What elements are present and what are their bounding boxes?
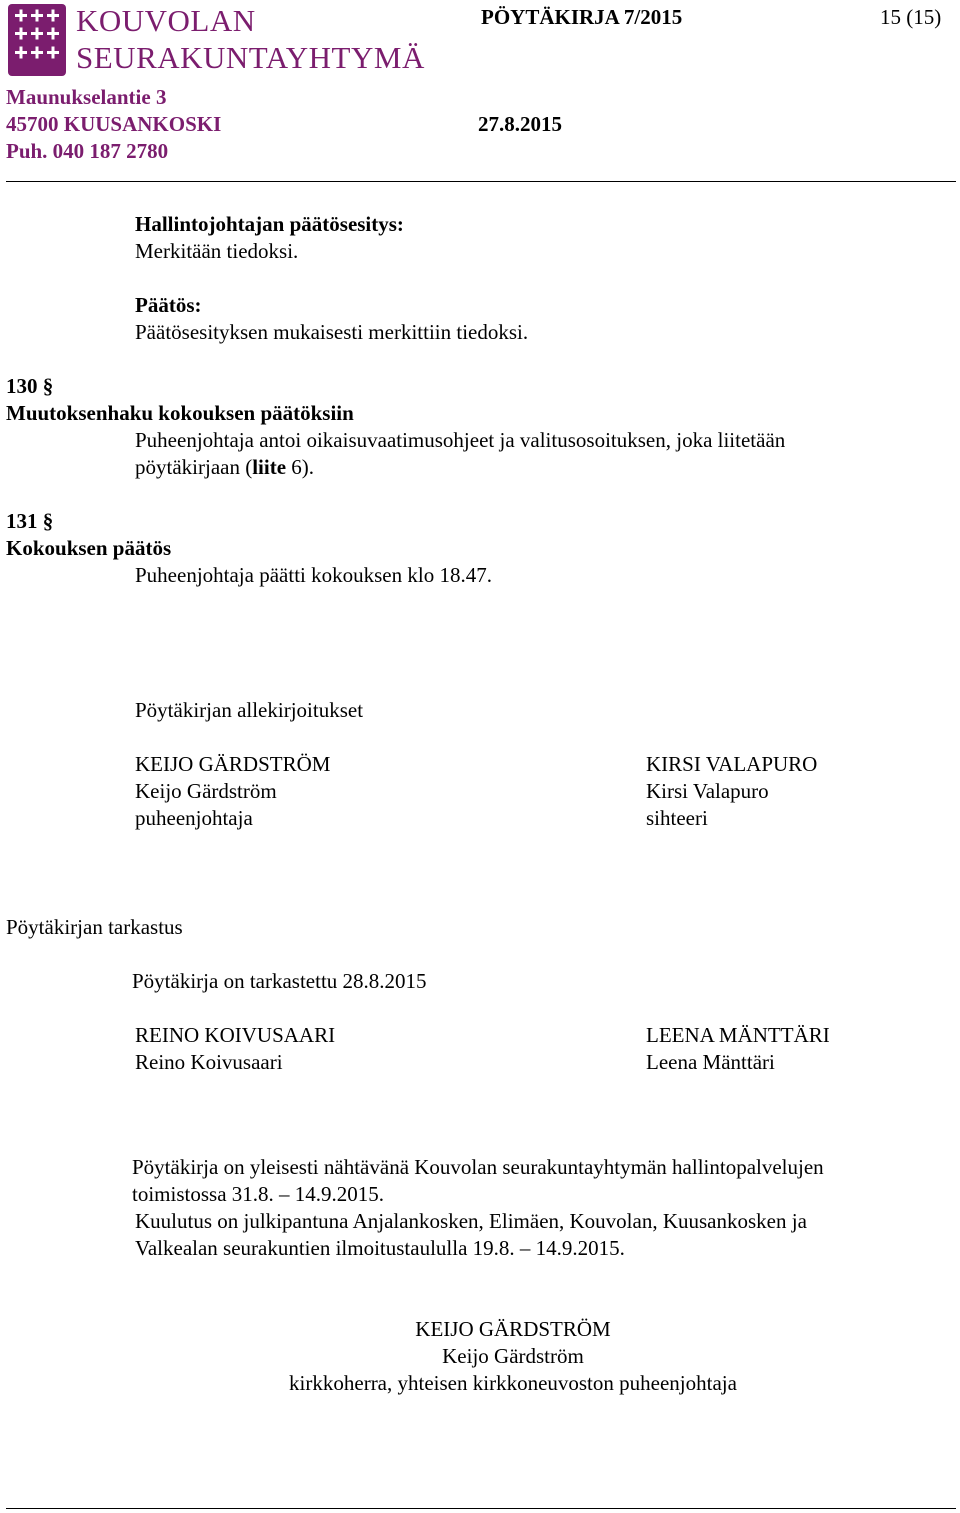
- section-130-line1: Puheenjohtaja antoi oikaisuvaatimusohjeet ja valitusosoituksen, joka liitetään: [135, 428, 786, 452]
- decision-text: Päätösesityksen mukaisesti merkittiin tiedoksi.: [135, 320, 529, 344]
- meeting-date: 27.8.2015: [478, 112, 562, 136]
- proposal-text: Merkitään tiedoksi.: [135, 239, 299, 263]
- section-131-text: Puheenjohtaja päätti kokouksen klo 18.47.: [135, 563, 492, 587]
- final-signer-caps: KEIJO GÄRDSTRÖM: [415, 1317, 611, 1341]
- reviewer-right-caps: LEENA MÄNTTÄRI: [646, 1023, 830, 1047]
- review-checked-text: Pöytäkirja on tarkastettu 28.8.2015: [132, 969, 427, 993]
- notice-line2: toimistossa 31.8. – 14.9.2015.: [132, 1182, 385, 1206]
- signatures-heading: Pöytäkirjan allekirjoitukset: [135, 698, 364, 722]
- reviewer-left-caps: REINO KOIVUSAARI: [135, 1023, 336, 1047]
- footer-rule: [6, 1508, 956, 1509]
- final-signer-role: kirkkoherra, yhteisen kirkkoneuvoston puheenjohtaja: [289, 1371, 737, 1395]
- notice-line4: Valkealan seurakuntien ilmoitustaululla 19.8. – 14.9.2015.: [135, 1236, 625, 1260]
- proposal-heading: Hallintojohtajan päätösesitys:: [135, 212, 404, 236]
- signer-right-name: Kirsi Valapuro: [646, 779, 769, 803]
- decision-heading: Päätös:: [135, 293, 202, 317]
- section-131-number: 131 §: [6, 509, 54, 533]
- section-130-title: Muutoksenhaku kokouksen päätöksiin: [6, 401, 354, 425]
- notice-line3: Kuulutus on julkipantuna Anjalankosken, Elimäen, Kouvolan, Kuusankosken ja: [135, 1209, 807, 1233]
- signer-right-role: sihteeri: [646, 806, 708, 830]
- reviewer-left-name: Reino Koivusaari: [135, 1050, 283, 1074]
- signer-left-role: puheenjohtaja: [135, 806, 253, 830]
- organization-logo-text: [76, 2, 425, 76]
- review-heading: Pöytäkirjan tarkastus: [6, 915, 183, 939]
- section-131-title: Kokouksen päätös: [6, 536, 172, 560]
- attachment-reference: liite: [252, 455, 287, 479]
- crosses-logo-icon: [8, 4, 66, 76]
- postal-line: 45700 KUUSANKOSKI: [6, 112, 222, 136]
- document-title: PÖYTÄKIRJA 7/2015: [481, 5, 683, 29]
- header-rule: [6, 181, 956, 182]
- signer-left-caps: KEIJO GÄRDSTRÖM: [135, 752, 331, 776]
- logo-line2: SEURAKUNTAYHTYMÄ: [76, 40, 425, 75]
- section-130-line2: pöytäkirjaan (liite 6).: [135, 455, 315, 479]
- final-signer-name: Keijo Gärdström: [442, 1344, 584, 1368]
- logo-line1: KOUVOLAN: [76, 3, 256, 38]
- notice-line1: Pöytäkirja on yleisesti nähtävänä Kouvolan seurakuntayhtymän hallintopalvelujen: [132, 1155, 824, 1179]
- signer-left-name: Keijo Gärdström: [135, 779, 277, 803]
- phone-line: Puh. 040 187 2780: [6, 139, 169, 163]
- reviewer-right-name: Leena Mänttäri: [646, 1050, 775, 1074]
- section-130-number: 130 §: [6, 374, 54, 398]
- page-number: 15 (15): [880, 5, 942, 29]
- address-line: Maunukselantie 3: [6, 85, 167, 109]
- signer-right-caps: KIRSI VALAPURO: [646, 752, 818, 776]
